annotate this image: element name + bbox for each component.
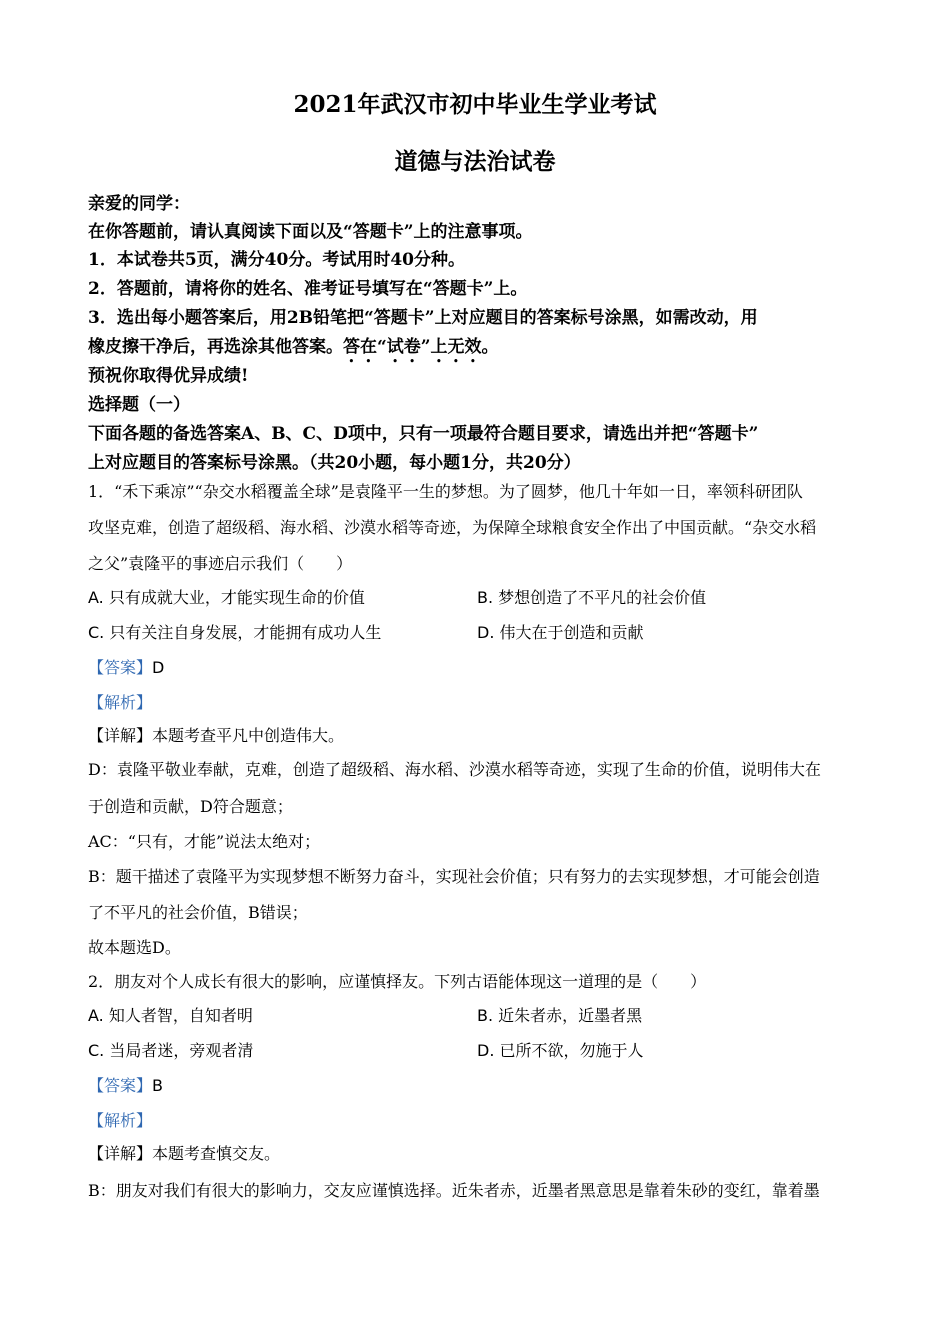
q1-analysis-label: 【解析】 bbox=[88, 693, 153, 712]
q1-explain-b-line-1: B：题干描述了袁隆平为实现梦想不断努力奋斗，实现社会价值；只有努力的去实现梦想，才可能会创造 bbox=[88, 867, 820, 886]
q1-explain-d-line-2: 于创造和贡献，D符合题意； bbox=[88, 797, 293, 816]
q2-option-a-text: 知人者智，自知者明 bbox=[108, 1006, 253, 1025]
q1-option-b-text: 梦想创造了不平凡的社会价值 bbox=[498, 588, 707, 607]
greeting: 亲爱的同学： bbox=[88, 194, 190, 214]
instruction-item-3-emphasis: 答在“试卷”上无效。 bbox=[343, 337, 499, 357]
q1-option-c bbox=[88, 620, 381, 643]
q1-option-b bbox=[477, 585, 706, 608]
q2-answer bbox=[88, 1073, 163, 1096]
q1-explain-ac: AC：“只有，才能”说法太绝对； bbox=[88, 832, 321, 851]
q1-option-d-text: 伟大在于创造和贡献 bbox=[499, 623, 644, 642]
q1-answer-value: D bbox=[152, 658, 165, 677]
q2-answer-label: 【答案】 bbox=[88, 1076, 153, 1095]
q2-option-c-text: 当局者迷，旁观者清 bbox=[109, 1041, 254, 1060]
exam-title: 2021年武汉市初中毕业生学业考试 bbox=[293, 91, 657, 118]
q2-option-b bbox=[477, 1003, 642, 1026]
q1-option-a bbox=[88, 585, 365, 608]
q1-answer-label: 【答案】 bbox=[88, 658, 153, 677]
q1-option-a-key: A. bbox=[88, 588, 104, 607]
q2-option-c-key: C. bbox=[88, 1041, 105, 1060]
q1-stem-line-3: 之父”袁隆平的事迹启示我们（ ） bbox=[88, 554, 353, 573]
q2-stem: 2．朋友对个人成长有很大的影响，应谨慎择友。下列古语能体现这一道理的是（ ） bbox=[88, 972, 707, 991]
instruction-item-3-plain: 橡皮擦干净后，再选涂其他答案。 bbox=[88, 337, 343, 357]
q2-option-b-key: B. bbox=[477, 1006, 494, 1025]
section-desc-line-2: 上对应题目的答案标号涂黑。（共20小题，每小题1分，共20分） bbox=[88, 453, 581, 473]
q2-option-a-key: A. bbox=[88, 1006, 104, 1025]
q2-analysis-label: 【解析】 bbox=[88, 1111, 153, 1130]
q1-conclusion: 故本题选D。 bbox=[88, 938, 181, 957]
q1-stem-line-2: 攻坚克难，创造了超级稻、海水稻、沙漠水稻等奇迹，为保障全球粮食安全作出了中国贡献。“杂交水稻 bbox=[88, 518, 817, 537]
q1-option-d-key: D. bbox=[477, 623, 495, 642]
q1-answer bbox=[88, 655, 164, 678]
wish-text: 预祝你取得优异成绩! bbox=[88, 366, 249, 386]
q2-option-d-text: 已所不欲，勿施于人 bbox=[499, 1041, 644, 1060]
q1-option-a-text: 只有成就大业，才能实现生命的价值 bbox=[108, 588, 365, 607]
section-desc-line-1: 下面各题的备选答案A、B、C、D项中，只有一项最符合题目要求，请选出并把“答题卡” bbox=[88, 424, 759, 444]
instructions-intro: 在你答题前，请认真阅读下面以及“答题卡”上的注意事项。 bbox=[88, 222, 533, 242]
exam-subtitle: 道德与法治试卷 bbox=[394, 148, 556, 175]
instruction-item-1: 1．本试卷共5页，满分40分。考试用时40分种。 bbox=[88, 250, 465, 270]
q2-explain-b-line-1: B：朋友对我们有很大的影响力，交友应谨慎选择。近朱者赤，近墨者黑意思是靠着朱砂的变红，靠着墨 bbox=[88, 1181, 820, 1200]
q1-option-d bbox=[477, 620, 644, 643]
q1-option-c-key: C. bbox=[88, 623, 105, 642]
q1-option-b-key: B. bbox=[477, 588, 494, 607]
q2-answer-value: B bbox=[152, 1076, 163, 1095]
instruction-item-3-line-1: 3．选出每小题答案后，用2B铅笔把“答题卡”上对应题目的答案标号涂黑，如需改动，用 bbox=[88, 308, 758, 328]
q1-option-c-text: 只有关注自身发展，才能拥有成功人生 bbox=[109, 623, 382, 642]
section-title: 选择题（一） bbox=[88, 395, 190, 415]
q1-explain-d-line-1: D：袁隆平敬业奉献，克难，创造了超级稻、海水稻、沙漠水稻等奇迹，实现了生命的价值，说明伟大在 bbox=[88, 760, 821, 779]
q1-detail: 【详解】本题考查平凡中创造伟大。 bbox=[88, 726, 345, 745]
q1-stem-line-1: 1．“禾下乘凉”“杂交水稻覆盖全球”是袁隆平一生的梦想。为了圆梦，他几十年如一日，率领科研团队 bbox=[88, 482, 803, 501]
q2-option-a bbox=[88, 1003, 253, 1026]
q2-option-d-key: D. bbox=[477, 1041, 495, 1060]
q1-explain-b-line-2: 了不平凡的社会价值，B错误； bbox=[88, 903, 308, 922]
instruction-item-2: 2．答题前，请将你的姓名、准考证号填写在“答题卡”上。 bbox=[88, 279, 528, 299]
q2-detail: 【详解】本题考查慎交友。 bbox=[88, 1144, 281, 1163]
q2-option-d bbox=[477, 1038, 644, 1061]
q2-option-c bbox=[88, 1038, 253, 1061]
q2-option-b-text: 近朱者赤，近墨者黑 bbox=[498, 1006, 643, 1025]
